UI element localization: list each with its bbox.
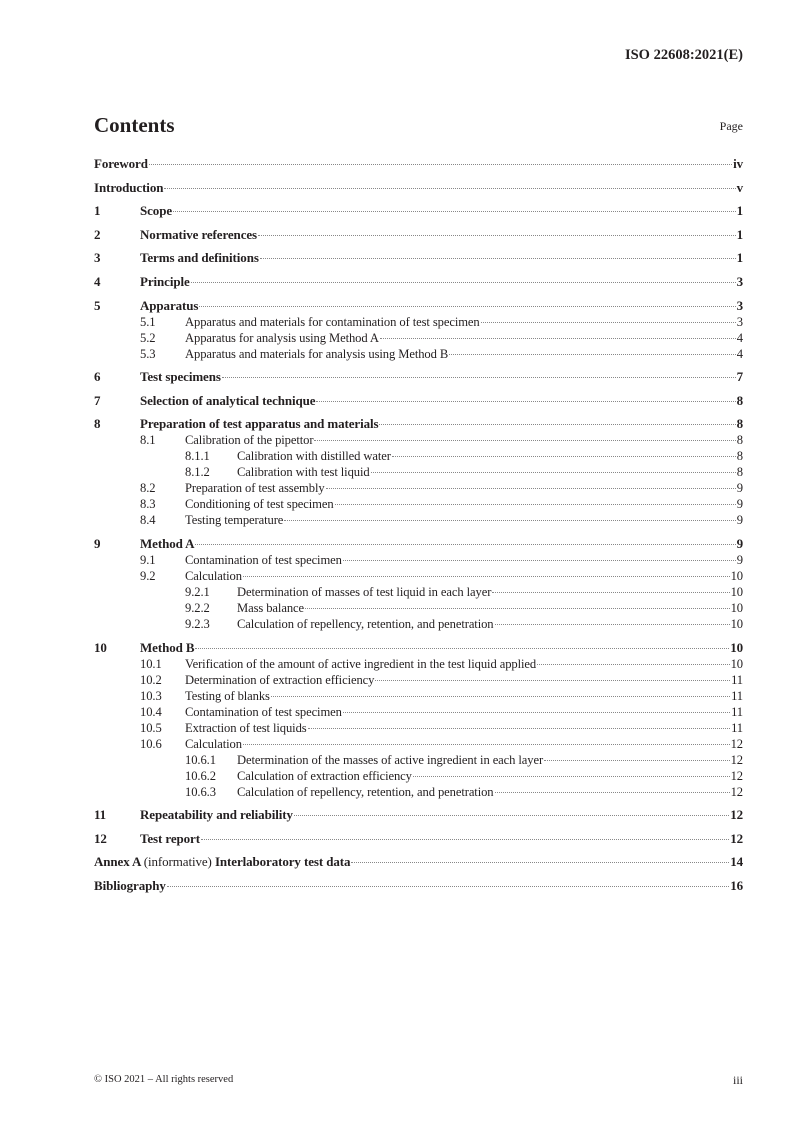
dot-leader — [167, 886, 729, 887]
section-number: 5.3 — [140, 346, 156, 361]
toc-entry-title — [185, 330, 379, 346]
toc-entry-title-text: Apparatus and materials for contamination of test specimen — [185, 314, 480, 329]
section-number: 10.6.2 — [185, 768, 216, 783]
toc-entry-title-text: Calculation of repellency, retention, and penetration — [237, 784, 494, 799]
toc-page-number: 4 — [736, 346, 743, 361]
toc-entry-title-text: Calibration of the pipettor — [185, 433, 314, 448]
toc-entry-title-text: Apparatus — [140, 297, 199, 313]
toc-entry-title-text: Repeatability and reliability — [140, 807, 293, 823]
dot-leader — [195, 544, 735, 545]
dot-leader — [413, 776, 730, 777]
toc-page-number: 10 — [730, 584, 743, 599]
toc-entry-title — [237, 600, 304, 616]
dot-leader — [537, 664, 730, 665]
toc-entry[interactable] — [94, 432, 743, 448]
toc-entry[interactable] — [94, 878, 743, 894]
toc-entry[interactable] — [94, 768, 743, 784]
toc-entry-title-text: Terms and definitions — [140, 250, 259, 266]
toc-page-number: 12 — [730, 752, 743, 767]
toc-entry-title — [140, 274, 190, 290]
toc-entry[interactable] — [94, 369, 743, 385]
dot-leader — [243, 576, 730, 577]
toc-entry-title — [185, 672, 374, 688]
toc-entry-title-text: Method B — [140, 639, 195, 655]
toc-entry[interactable] — [94, 600, 743, 616]
toc-entry[interactable] — [94, 854, 743, 870]
toc-entry[interactable] — [94, 330, 743, 346]
dot-leader — [271, 696, 730, 697]
toc-page-number: 8 — [736, 449, 743, 464]
toc-entry-title-text: Apparatus for analysis using Method A — [185, 330, 379, 345]
toc-entry-title-text: Conditioning of test specimen — [185, 497, 334, 512]
dot-leader — [481, 322, 736, 323]
dot-leader — [316, 401, 735, 402]
toc-page-number: 8 — [736, 465, 743, 480]
toc-entry-title — [94, 180, 163, 196]
toc-page-number: 3 — [736, 297, 743, 313]
section-number: 5.1 — [140, 314, 156, 329]
toc-entry-title — [237, 464, 370, 480]
toc-entry[interactable] — [94, 448, 743, 464]
section-number: 9.1 — [140, 552, 156, 567]
toc-page-number: 7 — [736, 369, 743, 385]
section-number: 9.2.1 — [185, 584, 210, 599]
toc-page-number: 9 — [736, 535, 743, 551]
toc-entry[interactable] — [94, 314, 743, 330]
toc-entry-note: (informative) — [143, 854, 212, 870]
section-number: 3 — [94, 250, 101, 266]
toc-entry-title — [140, 393, 315, 409]
toc-entry-title-text: Extraction of test liquids — [185, 720, 307, 735]
toc-page-number: 10 — [730, 600, 743, 615]
section-number: 8.1 — [140, 433, 156, 448]
toc-entry[interactable] — [94, 227, 743, 243]
toc-entry-title — [94, 156, 148, 172]
toc-page-number: 12 — [730, 784, 743, 799]
section-number: 10 — [94, 639, 107, 655]
toc-entry-title — [140, 298, 198, 314]
toc-entry-title-text: Calculation — [185, 736, 242, 751]
toc-page-number: 10 — [730, 639, 743, 655]
toc-entry[interactable] — [94, 584, 743, 600]
toc-page-number: 9 — [736, 497, 743, 512]
toc-entry-title — [140, 203, 172, 219]
dot-leader — [351, 862, 729, 863]
toc-entry[interactable] — [94, 274, 743, 290]
toc-entry[interactable] — [94, 616, 743, 632]
toc-entry[interactable] — [94, 752, 743, 768]
section-number: 8.1.2 — [185, 465, 210, 480]
toc-entry[interactable] — [94, 672, 743, 688]
dot-leader — [314, 440, 735, 441]
section-number: 7 — [94, 392, 101, 408]
toc-entry-title-text: Testing of blanks — [185, 688, 270, 703]
toc-entry-title — [140, 536, 194, 552]
dot-leader — [375, 680, 730, 681]
dot-leader — [260, 258, 736, 259]
toc-entry-title — [237, 768, 412, 784]
toc-page-number: 4 — [736, 330, 743, 345]
dot-leader — [308, 728, 730, 729]
toc-page-number: 14 — [730, 854, 743, 870]
toc-entry-title — [140, 807, 293, 823]
toc-entry-title-text: Preparation of test assembly — [185, 481, 325, 496]
toc-entry-title-text: Calculation of extraction efficiency — [237, 768, 412, 783]
section-number: 10.6.1 — [185, 752, 216, 767]
toc-entry-title — [237, 784, 494, 800]
section-number: 9.2.2 — [185, 600, 210, 615]
toc-page-number: 1 — [736, 203, 743, 219]
toc-page-number: 12 — [730, 807, 743, 823]
toc-entry-title-text: Contamination of test specimen — [185, 704, 342, 719]
section-number: 9 — [94, 535, 101, 551]
toc-entry-title-text: Calibration with test liquid — [237, 465, 370, 480]
toc-page-number: 3 — [736, 273, 743, 289]
toc-entry-title — [185, 736, 242, 752]
toc-entry[interactable] — [94, 688, 743, 704]
dot-leader — [243, 744, 730, 745]
toc-entry-title-text: Foreword — [94, 156, 148, 171]
section-number: 8.1.1 — [185, 449, 210, 464]
section-number: 10.1 — [140, 656, 162, 671]
toc-page-number: 12 — [730, 768, 743, 783]
toc-page-number: 11 — [731, 672, 743, 687]
dot-leader — [371, 472, 736, 473]
toc-entry-title — [140, 227, 257, 243]
dot-leader — [284, 520, 736, 521]
table-of-contents — [94, 156, 743, 894]
toc-entry-title-text: Selection of analytical technique — [140, 392, 316, 408]
toc-entry[interactable] — [94, 496, 743, 512]
toc-entry-title-text: Determination of the masses of active ingredient in each layer — [237, 752, 544, 767]
dot-leader — [195, 648, 729, 649]
toc-entry-title-text: Scope — [140, 203, 173, 219]
toc-entry[interactable] — [94, 807, 743, 823]
dot-leader — [199, 306, 735, 307]
toc-page-number: 12 — [730, 830, 743, 846]
section-number: 11 — [94, 807, 107, 823]
dot-leader — [164, 188, 735, 189]
toc-entry[interactable] — [94, 203, 743, 219]
dot-leader — [392, 456, 736, 457]
document-id-header: ISO 22608:2021(E) — [624, 47, 743, 63]
dot-leader — [294, 815, 729, 816]
toc-entry-title — [140, 640, 194, 656]
toc-entry-title-text: Introduction — [94, 179, 164, 195]
toc-entry[interactable] — [94, 736, 743, 752]
toc-page-number: 11 — [731, 720, 743, 735]
toc-entry-title — [237, 584, 491, 600]
toc-page-number: 1 — [736, 250, 743, 266]
toc-page-number: 8 — [736, 433, 743, 448]
toc-entry[interactable] — [94, 250, 743, 266]
toc-entry-title — [185, 688, 270, 704]
toc-page-number: 10 — [730, 656, 743, 671]
toc-page-number: 9 — [736, 481, 743, 496]
dot-leader — [380, 338, 736, 339]
dot-leader — [191, 282, 736, 283]
toc-entry[interactable] — [94, 156, 743, 172]
toc-entry-title-text: Determination of extraction efficiency — [185, 672, 375, 687]
section-number: 10.3 — [140, 688, 162, 703]
section-number: 10.6 — [140, 736, 162, 751]
section-number: 10.4 — [140, 704, 162, 719]
toc-page-number: 8 — [736, 392, 743, 408]
toc-entry-title-text: Verification of the amount of active ingredient in the test liquid applied — [185, 656, 537, 671]
toc-entry-title-text: Calibration with distilled water — [237, 449, 391, 464]
section-number: 4 — [94, 273, 101, 289]
toc-entry[interactable] — [94, 180, 743, 196]
toc-entry-title — [237, 448, 391, 464]
toc-entry-title — [140, 831, 200, 847]
section-number: 12 — [94, 830, 107, 846]
toc-entry-title — [140, 250, 259, 266]
toc-entry[interactable] — [94, 416, 743, 432]
toc-page-number: 9 — [736, 552, 743, 567]
toc-entry[interactable] — [94, 831, 743, 847]
dot-leader — [258, 235, 736, 236]
section-number: 10.6.3 — [185, 784, 216, 799]
toc-entry-title-text: Test report — [140, 830, 200, 846]
toc-page-number: 3 — [736, 314, 743, 329]
toc-entry[interactable] — [94, 512, 743, 528]
section-number: 8.3 — [140, 497, 156, 512]
toc-entry-title-text: Bibliography — [94, 877, 166, 893]
toc-page-number: 11 — [731, 688, 743, 703]
toc-entry-title-rest: Interlaboratory test data — [214, 854, 351, 870]
toc-entry-title-text: Normative references — [140, 226, 257, 242]
toc-entry-title — [185, 720, 307, 736]
toc-entry-title-text: Contamination of test specimen — [185, 552, 342, 567]
toc-entry-title-text: Calculation — [185, 568, 242, 583]
section-number: 10.5 — [140, 720, 162, 735]
toc-entry-title-text: Determination of masses of test liquid in each layer — [237, 584, 492, 599]
dot-leader — [544, 760, 730, 761]
toc-entry-title — [185, 314, 480, 330]
toc-page-number: iv — [733, 156, 743, 171]
toc-entry[interactable] — [94, 464, 743, 480]
section-number: 5 — [94, 297, 101, 313]
toc-entry-title-text: Preparation of test apparatus and materials — [140, 416, 379, 432]
toc-entry-title-text: Calculation of repellency, retention, and penetration — [237, 616, 494, 631]
toc-entry-title-text: Apparatus and materials for analysis using Method B — [185, 346, 449, 361]
toc-entry-title — [94, 854, 350, 870]
toc-entry-title — [185, 512, 283, 528]
page-column-label: Page — [719, 119, 743, 133]
toc-page-number: 1 — [736, 226, 743, 242]
toc-page-number: 9 — [736, 513, 743, 528]
copyright-footer: © ISO 2021 – All rights reserved — [94, 1074, 234, 1085]
dot-leader — [495, 624, 730, 625]
section-number: 8.4 — [140, 513, 156, 528]
toc-entry[interactable] — [94, 298, 743, 314]
section-number: 6 — [94, 369, 101, 385]
toc-entry[interactable] — [94, 480, 743, 496]
toc-entry[interactable] — [94, 536, 743, 552]
toc-entry-title — [185, 496, 334, 512]
toc-entry-title-text: Mass balance — [237, 600, 304, 615]
toc-page-number: 16 — [730, 877, 743, 893]
dot-leader — [335, 504, 736, 505]
section-number: 2 — [94, 226, 101, 242]
section-number: 5.2 — [140, 330, 156, 345]
toc-entry[interactable] — [94, 552, 743, 568]
dot-leader — [173, 211, 736, 212]
toc-entry-title — [185, 656, 536, 672]
toc-entry[interactable] — [94, 346, 743, 362]
section-number: 1 — [94, 203, 101, 219]
toc-entry-title — [237, 752, 543, 768]
toc-entry-title — [185, 552, 342, 568]
toc-entry[interactable] — [94, 720, 743, 736]
toc-entry[interactable] — [94, 784, 743, 800]
toc-page-number: 11 — [731, 704, 743, 719]
toc-entry-title-text: Principle — [140, 273, 190, 289]
section-number: 8 — [94, 416, 101, 432]
toc-page-number: 10 — [730, 568, 743, 583]
toc-entry-title-text: Testing temperature — [185, 513, 284, 528]
section-number: 9.2.3 — [185, 616, 210, 631]
toc-page-number: 8 — [736, 416, 743, 432]
toc-entry-title — [185, 704, 342, 720]
toc-entry-title — [185, 568, 242, 584]
dot-leader — [201, 839, 729, 840]
toc-entry[interactable] — [94, 704, 743, 720]
dot-leader — [222, 377, 736, 378]
page-number: iii — [732, 1073, 743, 1087]
toc-entry-title — [185, 480, 325, 496]
section-number: 10.2 — [140, 672, 162, 687]
toc-entry[interactable] — [94, 568, 743, 584]
dot-leader — [343, 712, 730, 713]
dot-leader — [379, 424, 735, 425]
toc-entry-title-text: Annex A — [94, 854, 141, 870]
section-number: 9.2 — [140, 568, 156, 583]
dot-leader — [149, 164, 732, 165]
toc-entry-title — [237, 616, 494, 632]
toc-page-number: 10 — [730, 616, 743, 631]
toc-page-number: v — [736, 179, 743, 195]
dot-leader — [449, 354, 736, 355]
toc-entry-title — [185, 432, 313, 448]
toc-entry-title — [185, 346, 448, 362]
section-number: 8.2 — [140, 481, 156, 496]
toc-entry[interactable] — [94, 393, 743, 409]
toc-page-number: 12 — [730, 736, 743, 751]
dot-leader — [492, 592, 729, 593]
dot-leader — [326, 488, 736, 489]
page-title: Contents — [94, 113, 175, 137]
dot-leader — [343, 560, 736, 561]
toc-entry-title — [140, 369, 221, 385]
toc-entry-title-text: Test specimens — [140, 369, 221, 385]
dot-leader — [495, 792, 730, 793]
toc-entry-title — [140, 416, 378, 432]
toc-entry[interactable] — [94, 640, 743, 656]
toc-entry-title — [94, 878, 166, 894]
dot-leader — [305, 608, 730, 609]
toc-entry-title-text: Method A — [140, 535, 195, 551]
toc-entry[interactable] — [94, 656, 743, 672]
